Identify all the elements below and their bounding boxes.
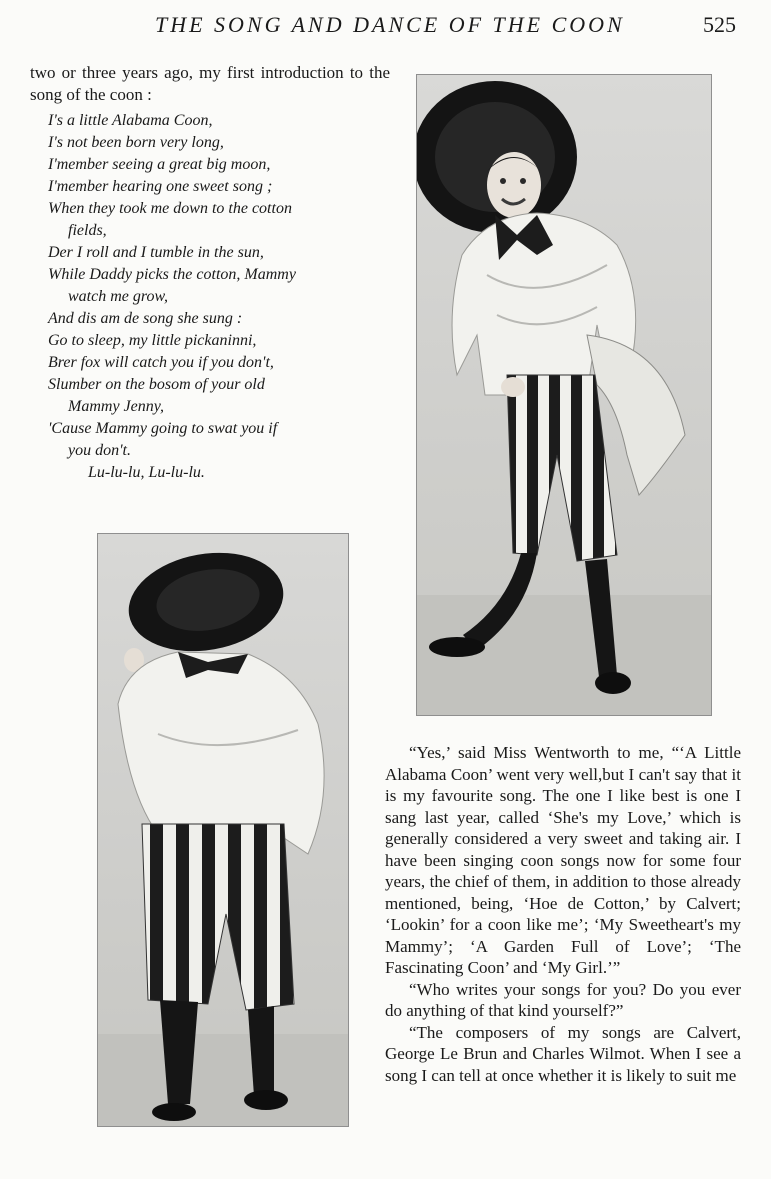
lyric-line: I's a little Alabama Coon,: [48, 112, 213, 129]
striped-breeches: [507, 375, 617, 561]
lyric-line: I's not been born very long,: [48, 134, 224, 151]
lyric-line: I'member hearing one sweet song ;: [48, 178, 273, 195]
performer-back-illustration: [98, 534, 348, 1126]
lyric-line: 'Cause Mammy going to swat you if: [48, 420, 278, 437]
lyric-line: Der I roll and I tumble in the sun,: [48, 244, 264, 261]
lyric-line: you don't.: [68, 442, 131, 459]
lyric-line: I'member seeing a great big moon,: [48, 156, 271, 173]
lyric-line: When they took me down to the cotton: [48, 200, 292, 217]
running-title: THE SONG AND DANCE OF THE COON: [155, 12, 625, 37]
performer-photo-back: [97, 533, 349, 1127]
right-shoe: [595, 672, 631, 694]
left-shoe: [152, 1103, 196, 1121]
body-paragraph: “Yes,’ said Miss Wentworth to me, “‘A Little Alabama Coon’ went very well,but I can't say that it is my favourite song. The one I like best is one I sang last year, called ‘She's my Love,’ which is generally considered a very sweet and taking air. I have been singing coon songs now for some four years, the chief of them, in addition to those already mentioned, being, ‘Hoe de Cotton,’ by Calvert; ‘Lookin’ for a coon like me’; ‘My Sweetheart's my Mammy’; ‘A Garden Full of Love’; ‘The Fascinating Coon’ and ‘My Girl.’”: [385, 743, 741, 977]
performer-front-illustration: [417, 75, 711, 715]
interview-text: [385, 742, 741, 1086]
song-lyrics: [48, 110, 378, 484]
right-shoe: [244, 1090, 288, 1110]
lyric-refrain: Lu-lu-lu, Lu-lu-lu.: [88, 464, 205, 481]
page-number: 525: [703, 12, 736, 37]
lyric-line: Brer fox will catch you if you don't,: [48, 354, 274, 371]
running-header: [0, 12, 771, 42]
left-shoe: [429, 637, 485, 657]
lyric-line: Mammy Jenny,: [68, 398, 164, 415]
lyric-line: fields,: [68, 222, 107, 239]
body-paragraph: “Who writes your songs for you? Do you ever do anything of that kind yourself?”: [385, 979, 741, 1020]
performer-face: [487, 152, 541, 218]
performer-hand: [501, 377, 525, 397]
lyric-line: While Daddy picks the cotton, Mammy: [48, 266, 296, 283]
floor-shadow: [98, 1034, 348, 1126]
intro-paragraph: two or three years ago, my first introduction to the song of the coon :: [30, 63, 390, 104]
performer-photo-front: [416, 74, 712, 716]
striped-breeches: [142, 824, 294, 1010]
lyric-line: And dis am de song she sung :: [48, 310, 243, 327]
body-paragraph: “The composers of my songs are Calvert, George Le Brun and Charles Wilmot. When I see a song I can tell at once whether it is likely to suit me: [385, 1022, 741, 1085]
lyric-line: Go to sleep, my little pickaninni,: [48, 332, 257, 349]
lyric-line: Slumber on the bosom of your old: [48, 376, 265, 393]
lyric-line: watch me grow,: [68, 288, 168, 305]
